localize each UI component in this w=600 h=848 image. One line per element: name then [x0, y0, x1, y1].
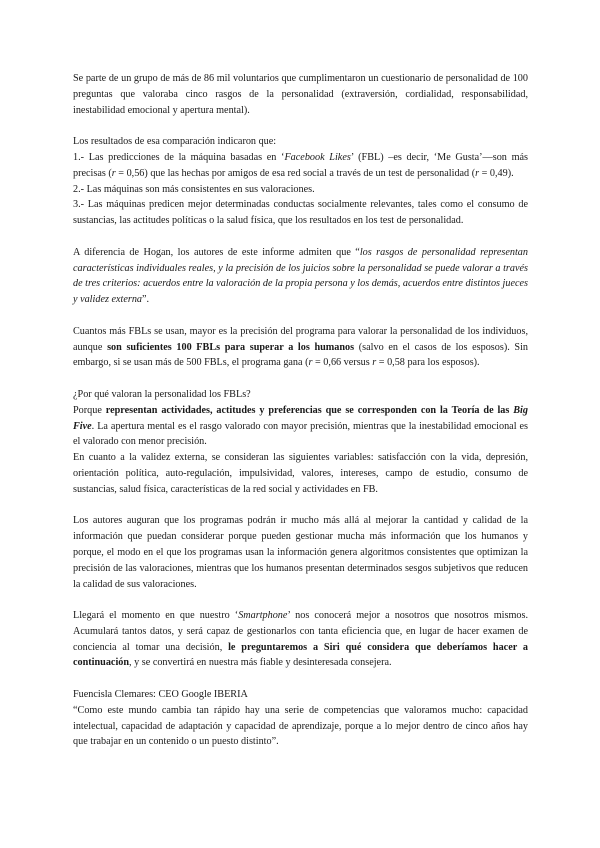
siri-bold-statement: le preguntaremos a Siri qué considera que deberíamos hacer a continuación — [73, 641, 528, 669]
smartphone-paragraph — [73, 608, 528, 671]
smart-text-a: Llegará el momento en que nuestro ‘ — [73, 610, 239, 622]
fbl-paragraph — [73, 324, 528, 371]
intro-paragraph: Se parte de un grupo de más de 86 mil voluntarios que cumplimentaron un cuestionario de personalidad de 100 preguntas que valoraba cinco rasgos de la personalidad (extraversión, cordialidad, responsabilidad, inestabilidad emocional y apertura mental). — [73, 73, 528, 116]
result-1-text-d: = 0,49). — [479, 167, 514, 179]
r-variable: r — [372, 357, 377, 369]
hogan-paragraph — [73, 245, 528, 308]
smart-text-c: , y se convertirá en nuestra más fiable y desinteresada consejera. — [129, 657, 392, 669]
fbl-text-d: = 0,58 para los esposos). — [376, 357, 480, 369]
hogan-text-b: ”. — [142, 294, 150, 306]
fbl-text-c: = 0,66 versus — [312, 357, 373, 369]
why-question: ¿Por qué valoran la personalidad los FBLs? — [73, 388, 251, 400]
results-heading: Los resultados de esa comparación indicaron que: — [73, 136, 277, 148]
result-1-text-c: = 0,56) que las hechas por amigos de esa red social a través de un test de personalidad ( — [115, 167, 476, 179]
fbl-text-b: (salvo en el casos de los esposos). Sin embargo, si se usan más de 500 FBLs, el programa gana ( — [73, 341, 528, 369]
big-five-term: Big Five — [73, 404, 528, 432]
r-variable: r — [308, 357, 313, 369]
facebook-likes-term: Facebook Likes — [284, 151, 351, 163]
spacer — [73, 592, 528, 608]
spacer — [73, 498, 528, 514]
spacer — [73, 671, 528, 687]
result-item-2: 2.- Las máquinas son más consistentes en sus valoraciones. — [73, 183, 315, 195]
why-bold-statement: representan actividades, actitudes y preferencias que se corresponden con la Teoría de las — [105, 404, 514, 416]
result-1-text-b: ’ (FBL) –es decir, ‘Me Gusta’—son más precisas ( — [73, 151, 528, 179]
spacer — [73, 371, 528, 387]
hogan-quote: los rasgos de personalidad representan características individuales reales, y la precisión de los juicios sobre la personalidad se puede valorar a través de tres criterios: acuerdos entre la valoración de la propia persona y los demás, acuerdos entre distintos jueces y validez externa — [73, 246, 528, 306]
spacer — [73, 229, 528, 245]
fbl-text-a: Cuantos más FBLs se usan, mayor es la precisión del programa para valorar la personalidad de los individuos, aunque — [73, 325, 528, 353]
spacer — [73, 118, 528, 134]
speaker-line: Fuencisla Clemares: CEO Google IBERIA — [73, 689, 248, 701]
fbl-bold-statement: son suficientes 100 FBLs para superar a los humanos — [107, 341, 355, 353]
future-paragraph: Los autores auguran que los programas podrán ir mucho más allá al mejorar la cantidad y calidad de la información que puedan considerar porque pueden gestionar mucha más información que los humanos y porque, el modo en el que los programas usan la información genera algoritmos consistentes que optimizan la precisión de las valoraciones, mientras que los humanos presentan determinados sesgos subjetivos que reducen la calidad de sus valoraciones. — [73, 515, 528, 590]
result-1-text-a: 1.- Las predicciones de la máquina basadas en ‘ — [73, 151, 285, 163]
result-item-1 — [73, 150, 528, 182]
validity-paragraph: En cuanto a la validez externa, se consideran las siguientes variables: satisfacción con la vida, depresión, orientación política, auto-regulación, impulsividad, valores, intereses, campo de estudio, consumo de sustancias, salud física, características de la red social y actividades en FB. — [73, 452, 528, 495]
speaker-quote: “Como este mundo cambia tan rápido hay una serie de competencias que valoramos mucho: capacidad intelectual, capacidad de adaptación y capacidad de aprendizaje, porque a lo mejor dentro de cinco años hay que trabajar en un contenido o un puesto distinto”. — [73, 704, 528, 748]
hogan-text-a: A diferencia de Hogan, los autores de este informe admiten que “ — [73, 246, 360, 258]
why-answer — [73, 403, 528, 450]
why-text-b: . La apertura mental es el rasgo valorado con mayor precisión, mientras que la inestabilidad emocional es el valorado con menor precisión. — [73, 420, 528, 448]
smart-text-b: ’ nos conocerá mejor a nosotros que nosotros mismos. Acumulará tantos datos, y será capaz de gestionarlos con tanta eficiencia que, en lugar de hacer examen de conciencia al tomar una decisión, — [73, 610, 528, 653]
spacer — [73, 308, 528, 324]
r-variable: r — [475, 167, 480, 179]
document-page — [73, 71, 528, 750]
r-variable: r — [111, 167, 116, 179]
smartphone-term: Smartphone — [238, 610, 288, 622]
result-item-3: 3.- Las máquinas predicen mejor determinadas conductas socialmente relevantes, tales como el consumo de sustancias, las actitudes políticas o la salud física, que los resultados en los test de personalidad. — [73, 199, 528, 227]
why-text-a: Porque — [73, 404, 106, 416]
